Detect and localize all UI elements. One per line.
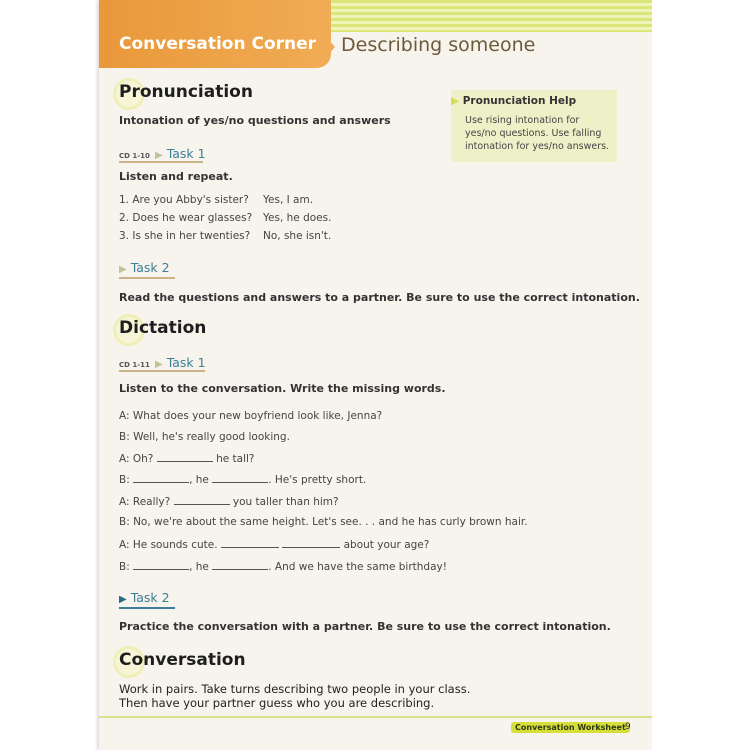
task-label: Task 1: [166, 146, 206, 161]
item-question: 1. Are you Abby's sister?: [119, 194, 249, 206]
header-stripes: [329, 0, 652, 32]
dialog-text: A: Oh?: [119, 453, 154, 465]
task2-header: [119, 590, 170, 605]
cd-track: CD 1-11: [119, 361, 150, 369]
dialog-line: [119, 452, 254, 465]
play-triangle-icon: ▶: [155, 359, 163, 370]
dialog-text: B: Well, he's really good looking.: [119, 431, 290, 443]
dialog-text: A: Really?: [119, 496, 171, 508]
play-triangle-icon: ▶: [119, 594, 127, 605]
task1-header: [119, 352, 206, 371]
play-triangle-icon: ▶: [155, 150, 163, 161]
task-underline: [119, 607, 175, 609]
item-answer: No, she isn't.: [263, 230, 332, 242]
dialog-text: you taller than him?: [232, 496, 339, 508]
blank-field[interactable]: [212, 560, 268, 570]
pronunciation-heading: Pronunciation: [119, 82, 253, 102]
help-text: yes/no questions. Use falling: [465, 128, 602, 139]
conversation-text: Then have your partner guess who you are describing.: [119, 696, 435, 710]
task1-header: [119, 143, 206, 162]
task2-header: [119, 260, 170, 275]
dialog-text: . And we have the same birthday!: [268, 561, 447, 573]
item-answer: Yes, he does.: [263, 212, 332, 224]
task-underline: [119, 277, 175, 279]
dialog-line: [119, 516, 528, 528]
dialog-text: B:: [119, 561, 130, 573]
textbook-page: [99, 0, 652, 750]
blank-field[interactable]: [174, 495, 230, 505]
dialog-line: [119, 410, 382, 422]
help-text: intonation for yes/no answers.: [465, 141, 610, 152]
conversation-text: Work in pairs. Take turns describing two people in your class.: [119, 682, 471, 696]
blank-field[interactable]: [221, 538, 279, 548]
play-triangle-icon: ▶: [451, 95, 460, 107]
dialog-text: A: He sounds cute.: [119, 539, 218, 551]
task-instruction: Listen to the conversation. Write the missing words.: [119, 382, 446, 395]
dialog-text: A: What does your new boyfriend look like, Jenna?: [119, 410, 383, 422]
task-label: Task 2: [130, 590, 170, 605]
section-title: Conversation Corner: [119, 34, 317, 54]
pronunciation-subtitle: Intonation of yes/no questions and answers: [119, 114, 391, 127]
help-text: Use rising intonation for: [465, 115, 580, 126]
play-triangle-icon: ▶: [119, 264, 127, 275]
dictation-heading: Dictation: [119, 318, 207, 338]
dialog-text: , he: [189, 474, 209, 486]
item-question: 2. Does he wear glasses?: [119, 212, 253, 224]
dialog-text: . He's pretty short.: [268, 474, 367, 486]
task-underline: [119, 161, 203, 163]
dialog-line: [119, 431, 290, 443]
pronunciation-help-box: [451, 90, 617, 162]
dialog-text: about your age?: [343, 539, 430, 551]
blank-field[interactable]: [133, 560, 189, 570]
dialog-line: [119, 495, 339, 508]
help-title: Pronunciation Help: [462, 95, 577, 107]
footer-divider: [99, 716, 652, 718]
item-answer: Yes, I am.: [263, 194, 314, 206]
cd-track: CD 1-10: [119, 152, 150, 160]
task-instruction: Practice the conversation with a partner. Be sure to use the correct intonation.: [119, 620, 611, 633]
dialog-line: [119, 560, 447, 573]
blank-field[interactable]: [157, 452, 213, 462]
blank-field[interactable]: [212, 473, 268, 483]
item-question: 3. Is she in her twenties?: [119, 230, 251, 242]
dialog-text: B: No, we're about the same height. Let's see. . . and he has curly brown hair.: [119, 516, 528, 528]
banner-arrow-icon: [327, 38, 335, 56]
page-number: 9: [625, 722, 631, 732]
dialog-line: [119, 538, 429, 551]
conversation-heading: Conversation: [119, 650, 246, 670]
task-label: Task 1: [166, 355, 206, 370]
dialog-line: [119, 473, 366, 486]
dialog-text: , he: [189, 561, 209, 573]
task-instruction: Listen and repeat.: [119, 170, 233, 183]
worksheet-badge: Conversation Worksheet: [511, 722, 630, 733]
task-underline: [119, 370, 205, 372]
dialog-text: B:: [119, 474, 130, 486]
task-label: Task 2: [130, 260, 170, 275]
task-instruction: Read the questions and answers to a partner. Be sure to use the correct intonation.: [119, 291, 640, 304]
blank-field[interactable]: [133, 473, 189, 483]
topic-title: Describing someone: [341, 34, 536, 56]
dialog-text: he tall?: [216, 453, 255, 465]
blank-field[interactable]: [282, 538, 340, 548]
